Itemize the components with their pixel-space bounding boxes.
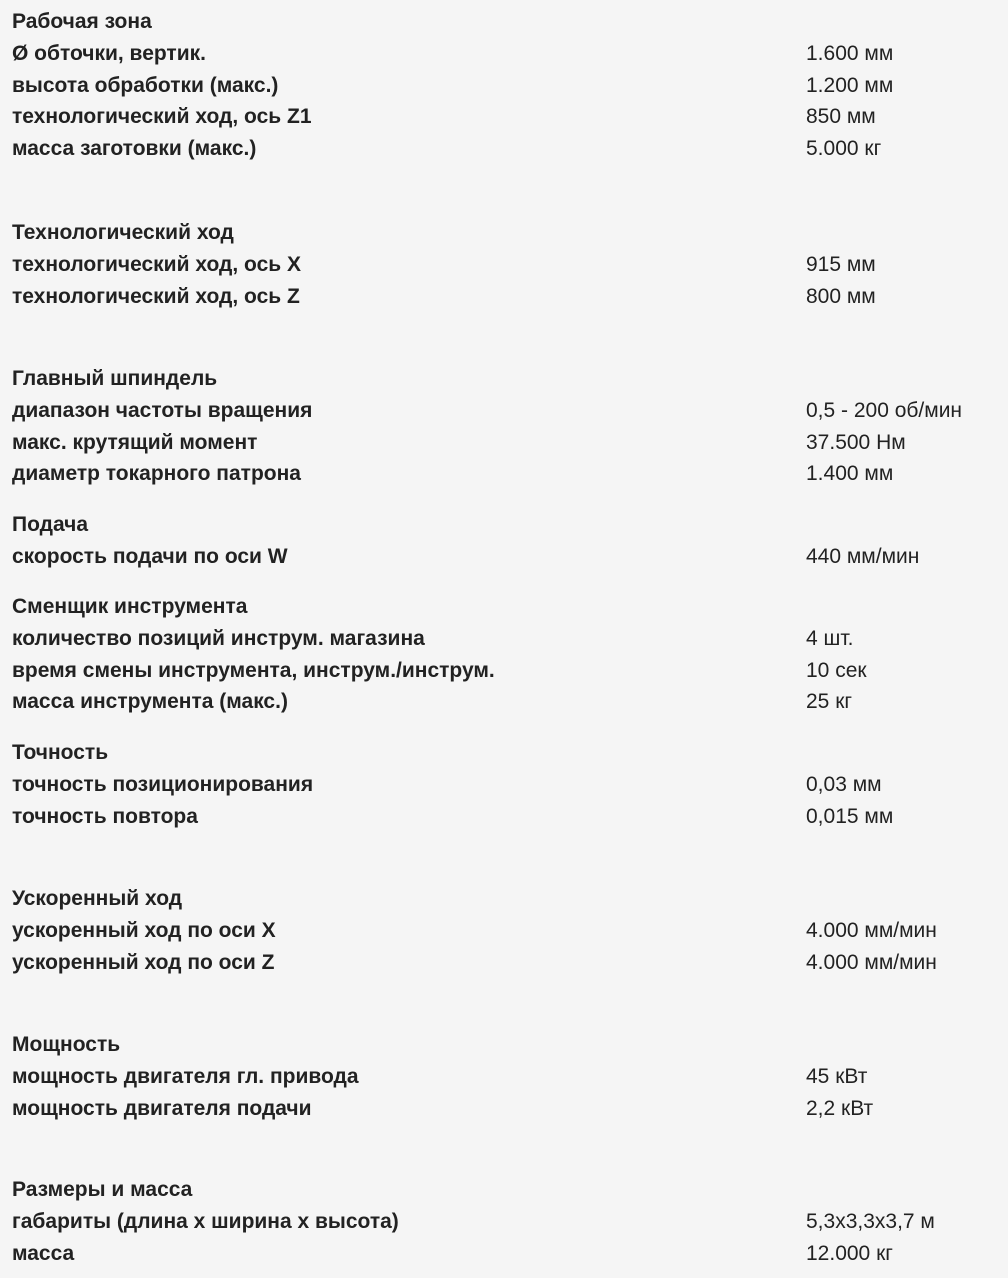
spec-row [0,773,1008,797]
spec-row [0,74,1008,98]
spec-label: ускоренный ход по оси X [12,919,276,942]
spec-label: точность позиционирования [12,773,314,796]
spec-row [0,1210,1008,1234]
spec-value: 5.000 кг [806,137,882,160]
spec-label: макс. крутящий момент [12,431,258,454]
spec-row [0,919,1008,943]
spec-row [0,462,1008,486]
spec-label: точность повтора [12,805,198,828]
spec-row [0,545,1008,569]
spec-value: 4 шт. [806,627,854,650]
spec-value: 1.600 мм [806,42,894,65]
spec-value: 0,03 мм [806,773,882,796]
spec-value: 850 мм [806,105,876,128]
spec-row [0,627,1008,651]
spec-row [0,659,1008,683]
spec-label: время смены инструмента, инструм./инструм. [12,659,495,682]
spec-value: 0,5 - 200 об/мин [806,399,963,422]
spec-value: 1.400 мм [806,462,894,485]
spec-value: 12.000 кг [806,1242,893,1265]
spec-row [0,690,1008,714]
section-title: Сменщик инструмента [12,595,248,618]
spec-label: масса инструмента (макс.) [12,690,288,713]
spec-label: скорость подачи по оси W [12,545,288,568]
spec-value: 800 мм [806,285,876,308]
spec-value: 25 кг [806,690,853,713]
spec-value: 4.000 мм/мин [806,951,937,974]
spec-row [0,253,1008,277]
spec-label: габариты (длина x ширина x высота) [12,1210,399,1233]
spec-label: ускоренный ход по оси Z [12,951,275,974]
spec-label: технологический ход, ось X [12,253,302,276]
section-title: Главный шпиндель [12,367,218,390]
spec-value: 10 сек [806,659,867,682]
spec-label: технологический ход, ось Z [12,285,300,308]
spec-label: диаметр токарного патрона [12,462,301,485]
spec-value: 45 кВт [806,1065,868,1088]
spec-value: 37.500 Нм [806,431,906,454]
spec-label: высота обработки (макс.) [12,74,279,97]
spec-value: 4.000 мм/мин [806,919,937,942]
spec-row [0,1242,1008,1266]
section-title: Подача [12,513,89,536]
spec-label: технологический ход, ось Z1 [12,105,312,128]
spec-row [0,285,1008,309]
section-title: Технологический ход [12,221,234,244]
section-title: Точность [12,741,109,764]
spec-label: количество позиций инструм. магазина [12,627,425,650]
section-title: Ускоренный ход [12,887,183,910]
spec-label: диапазон частоты вращения [12,399,313,422]
spec-row [0,1097,1008,1121]
spec-value: 1.200 мм [806,74,894,97]
spec-row [0,399,1008,423]
spec-value: 0,015 мм [806,805,894,828]
spec-row [0,137,1008,161]
spec-label: Ø обточки, вертик. [12,42,206,65]
spec-row [0,951,1008,975]
spec-row [0,805,1008,829]
spec-label: мощность двигателя гл. привода [12,1065,359,1088]
spec-label: масса [12,1242,75,1265]
spec-label: мощность двигателя подачи [12,1097,312,1120]
spec-value: 440 мм/мин [806,545,920,568]
section-title: Мощность [12,1033,121,1056]
section-title: Размеры и масса [12,1178,193,1201]
spec-row [0,1065,1008,1089]
spec-label: масса заготовки (макс.) [12,137,257,160]
section-title: Рабочая зона [12,10,152,33]
spec-value: 2,2 кВт [806,1097,874,1120]
spec-row [0,105,1008,129]
spec-value: 915 мм [806,253,876,276]
spec-row [0,42,1008,66]
spec-value: 5,3x3,3x3,7 м [806,1210,935,1233]
spec-row [0,431,1008,455]
